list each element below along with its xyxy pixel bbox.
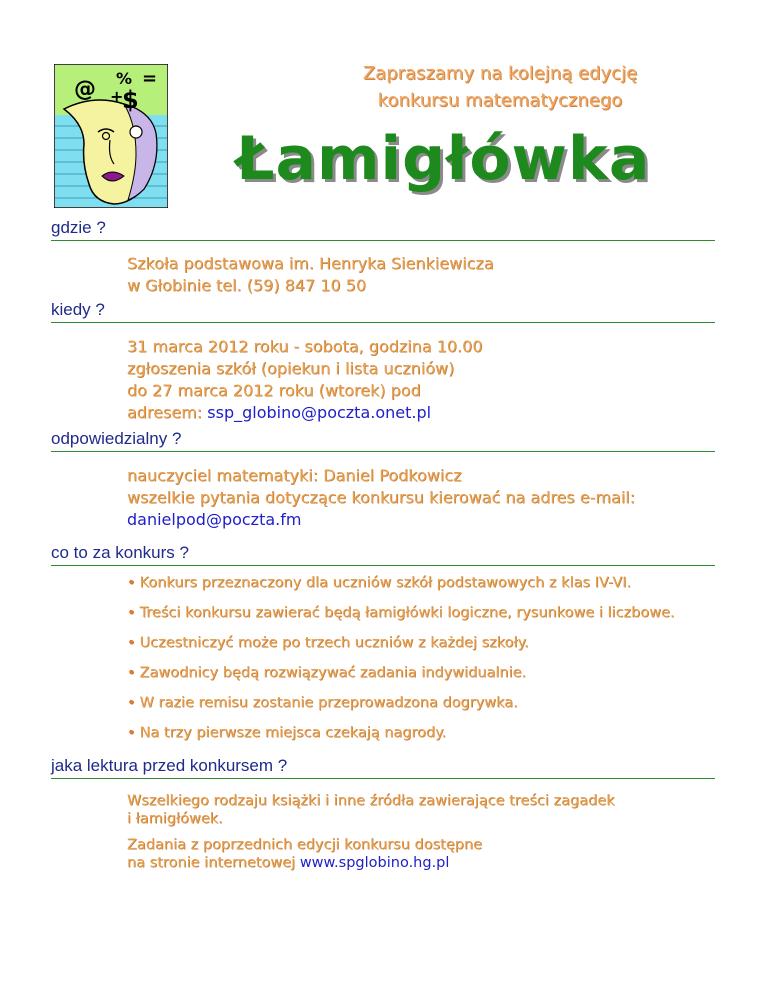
kiedy-line-1: 31 marca 2012 roku - sobota, godzina 10.00 xyxy=(127,337,483,356)
list-item-text: Na trzy pierwsze miejsca czekają nagrody. xyxy=(139,725,447,741)
heading-konkurs: co to za konkurs ? xyxy=(51,543,715,566)
lektura-paragraph-2 xyxy=(127,836,727,872)
dollar-symbol: $ xyxy=(122,86,139,114)
plus-symbol: + xyxy=(110,87,124,106)
list-item xyxy=(127,634,747,664)
bullet-icon: • xyxy=(127,665,136,681)
equals-symbol: = xyxy=(142,68,158,89)
lektura-line-1: Wszelkiego rodzaju książki i inne źródła zawierające treści zagadek xyxy=(127,793,615,809)
kiedy-line-3: do 27 marca 2012 roku (wtorek) pod xyxy=(127,381,421,400)
bullet-icon: • xyxy=(127,605,136,621)
heading-kiedy: kiedy ? xyxy=(51,300,715,323)
gdzie-line-2: w Głobinie tel. (59) 847 10 50 xyxy=(127,276,367,295)
percent-symbol: % xyxy=(116,69,133,88)
list-item xyxy=(127,604,747,634)
list-item-text: Zawodnicy będą rozwiązywać zadania indywidualnie. xyxy=(139,665,527,681)
gdzie-content xyxy=(127,253,727,297)
heading-lektura: jaka lektura przed konkursem ? xyxy=(51,756,715,779)
kiedy-address-label: adresem: xyxy=(127,403,208,422)
lektura-paragraph-1 xyxy=(127,792,727,828)
page-title: Łamigłówka xyxy=(236,124,651,194)
bullet-icon: • xyxy=(127,725,136,741)
bullet-icon: • xyxy=(127,635,136,651)
odpowiedzialny-line-1: nauczyciel matematyki: Daniel Podkowicz xyxy=(127,466,462,485)
odpowiedzialny-line-2: wszelkie pytania dotyczące konkursu kierować na adres e-mail: xyxy=(127,488,636,507)
heading-odpowiedzialny: odpowiedzialny ? xyxy=(51,429,715,452)
list-item xyxy=(127,574,747,604)
list-item-text: Uczestniczyć może po trzech uczniów z każdej szkoły. xyxy=(139,635,529,651)
kiedy-line-4 xyxy=(127,402,727,424)
intro-text xyxy=(250,60,750,114)
school-email-link[interactable]: ssp_globino@poczta.onet.pl xyxy=(207,403,432,422)
thinking-face-clipart xyxy=(54,64,168,208)
list-item-text: Treści konkursu zawierać będą łamigłówki logiczne, rysunkowe i liczbowe. xyxy=(139,605,675,621)
lektura-line-4 xyxy=(127,854,727,872)
list-item xyxy=(127,664,747,694)
odpowiedzialny-content xyxy=(127,465,727,531)
list-item-text: W razie remisu zostanie przeprowadzona dogrywka. xyxy=(139,695,518,711)
kiedy-line-2: zgłoszenia szkół (opiekun i lista uczniów) xyxy=(127,359,455,378)
teacher-email-link[interactable]: danielpod@poczta.fm xyxy=(127,510,302,529)
at-symbol: @ xyxy=(74,77,96,102)
list-item xyxy=(127,694,747,724)
bullet-icon: • xyxy=(127,575,136,591)
website-label: na stronie internetowej xyxy=(127,855,300,871)
list-item-text: Konkurs przeznaczony dla uczniów szkół podstawowych z klas IV-VI. xyxy=(139,575,632,591)
konkurs-rules-list xyxy=(127,574,747,754)
intro-line-1: Zapraszamy na kolejną edycję xyxy=(362,63,638,84)
intro-line-2: konkursu matematycznego xyxy=(377,90,623,111)
gdzie-line-1: Szkoła podstawowa im. Henryka Sienkiewicza xyxy=(127,254,494,273)
list-item xyxy=(127,724,747,754)
lektura-line-2: i łamigłówek. xyxy=(127,811,223,827)
website-link[interactable]: www.spglobino.hg.pl xyxy=(299,855,450,871)
heading-gdzie: gdzie ? xyxy=(51,218,715,241)
kiedy-content xyxy=(127,336,727,424)
lektura-line-3: Zadania z poprzednich edycji konkursu dostępne xyxy=(127,837,483,853)
bullet-icon: • xyxy=(127,695,136,711)
